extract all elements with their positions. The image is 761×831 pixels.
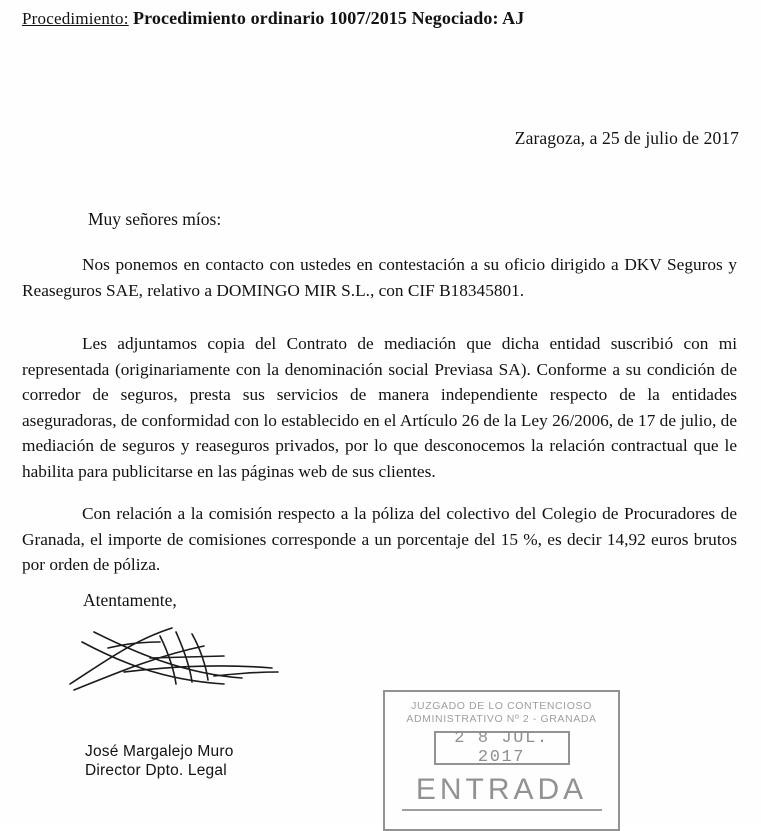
registry-stamp bbox=[383, 690, 620, 831]
stamp-court-line-2: ADMINISTRATIVO Nº 2 - GRANADA bbox=[406, 713, 597, 725]
body-paragraph-3: Con relación a la comisión respecto a la póliza del colectivo del Colegio de Procuradores de Granada, el importe de comisiones corresponde a un porcentaje del 15 %, es decir 14,92 euros brutos por orden de póliza. bbox=[22, 504, 737, 574]
stamp-divider bbox=[402, 809, 602, 811]
body-paragraph-2: Les adjuntamos copia del Contrato de mediación que dicha entidad suscribió con mi representada (originariamente con la denominación social Previasa SA). Conforme a su condición de corredor de seguros, presta sus servicios de manera independiente respecto de la entidades aseguradoras, de conformidad con lo establecido en el Artículo 26 de la Ley 26/2006, de 17 de julio, de mediación de seguros y reaseguros privados, por lo que desconocemos la relación contractual que le habilita para publicitarse en las páginas web de sus clientes. bbox=[22, 334, 737, 481]
salutation: Muy señores míos: bbox=[88, 209, 222, 229]
procedure-label: Procedimiento: bbox=[22, 9, 129, 28]
stamp-court-line-1: JUZGADO DE LO CONTENCIOSO bbox=[411, 700, 592, 712]
place-date-line: Zaragoza, a 25 de julio de 2017 bbox=[514, 128, 739, 148]
signer-name: José Margalejo Muro bbox=[85, 743, 234, 760]
signer-title: Director Dpto. Legal bbox=[85, 762, 227, 779]
procedure-header bbox=[22, 8, 737, 29]
procedure-value: Procedimiento ordinario 1007/2015 Negociado: AJ bbox=[133, 8, 525, 28]
signer-block bbox=[85, 742, 234, 780]
stamp-date: 2 8 JUL. 2017 bbox=[434, 731, 570, 765]
closing-line: Atentamente, bbox=[83, 590, 177, 610]
body-paragraph-1: Nos ponemos en contacto con ustedes en contestación a su oficio dirigido a DKV Seguros y Reaseguros SAE, relativo a DOMINGO MIR S.L., con CIF B18345801. bbox=[22, 255, 737, 300]
handwritten-signature bbox=[64, 622, 284, 702]
stamp-entrada-label: ENTRADA bbox=[415, 773, 588, 806]
